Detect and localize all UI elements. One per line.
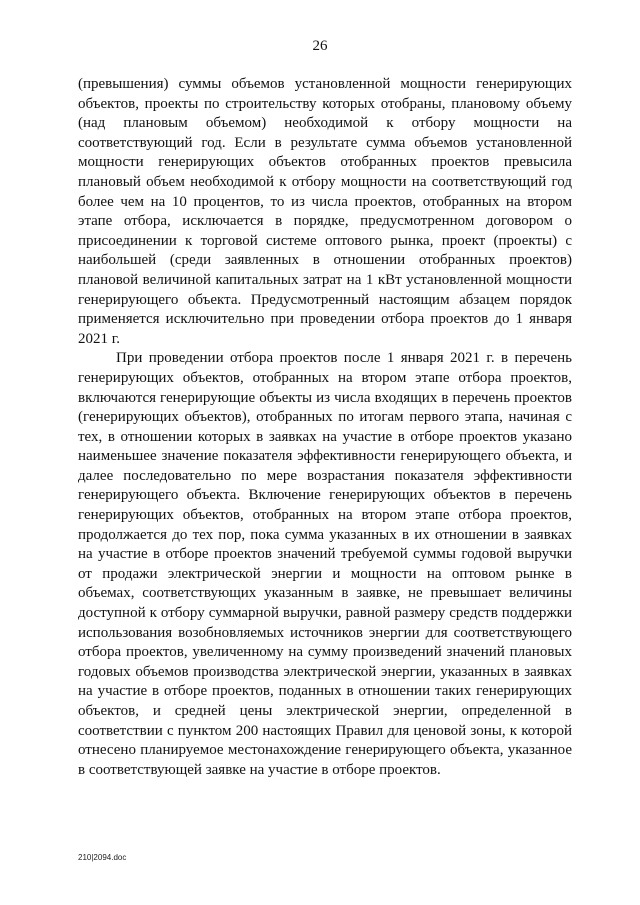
paragraph-selection-rules: При проведении отбора проектов после 1 января 2021 г. в перечень генерирующих объектов, отобранных на втором этапе отбора проектов, включаются генерирующие объекты из числа входящих в перечень проектов (генерирующих объектов), отобранных по итогам первого этапа, начиная с тех, в отношении которых в заявках на участие в отборе проектов указано наименьшее значение показателя эффективности генерирующего объекта, и далее последовательно по мере возрастания показателя эффективности генерирующего объекта. Включение генерирующих объектов в перечень генерирующих объектов, отобранных на втором этапе отбора проектов, продолжается до тех пор, пока сумма указанных в их отношении в заявках на участие в отборе проектов значений требуемой суммы годовой выручки от продажи электрической энергии и мощности на оптовом рынке в объемах, соответствующих указанным в заявке, не превышает величины доступной к отбору суммарной выручки, равной размеру средств поддержки использования возобновляемых источников энергии для соответствующего отбора проектов, увеличенному на сумму произведений значений плановых годовых объемов производства электрической энергии, указанных в заявках на участие в отборе проектов, поданных в отношении таких генерирующих объектов, и средней цены электрической энергии, определенной в соответствии с пунктом 200 настоящих Правил для ценовой зоны, к которой отнесено планируемое местонахождение генерирующего объекта, указанное в соответствующей заявке на участие в отборе проектов. [78,350,572,778]
document-body [78,75,572,780]
document-file-code: 210|2094.doc [78,853,127,862]
page-number: 26 [312,38,328,54]
paragraph-continuation: (превышения) суммы объемов установленной мощности генерирующих объектов, проекты по строительству которых отобраны, плановому объему (над плановым объемом) необходимой к отбору мощности на соответствующий год. Если в результате сумма объемов установленной мощности генерирующих объектов отобранных проектов превысила плановый объем необходимой к отбору мощности на соответствующий год более чем на 10 процентов, то из числа проектов, отобранных на втором этапе отбора, исключается в порядке, предусмотренном договором о присоединении к торговой системе оптового рынка, проект (проекты) с наибольшей (среди заявленных в отношении отобранных проектов) плановой величиной капитальных затрат на 1 кВт установленной мощности генерирующего объекта. Предусмотренный настоящим абзацем порядок применяется исключительно при проведении отбора проектов до 1 января 2021 г. [78,76,572,347]
